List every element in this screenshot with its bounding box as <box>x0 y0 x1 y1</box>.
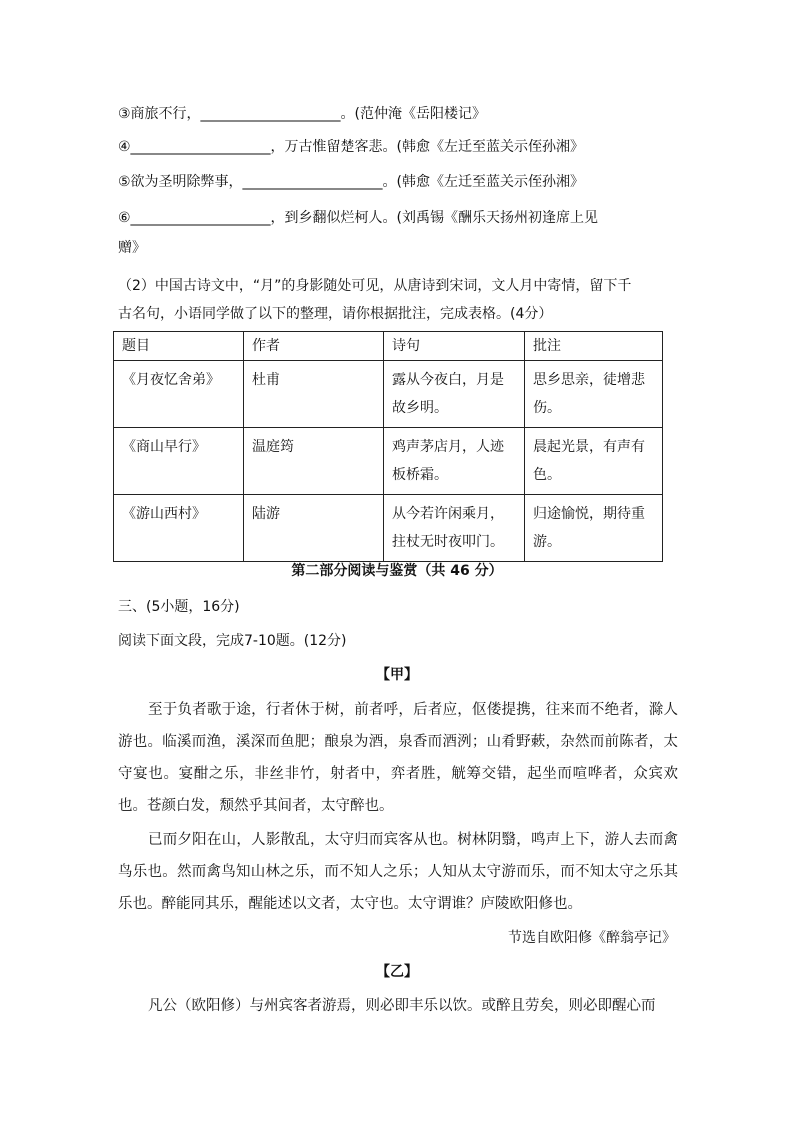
header-verse: 诗句 <box>384 332 525 361</box>
cell-title: 《游山西村》 <box>114 495 244 562</box>
table-header-row <box>114 332 663 361</box>
reading-instruction: 阅读下面文段，完成7-10题。(12分) <box>118 633 347 649</box>
cell-verse: 露从今夜白，月是故乡明。 <box>384 361 525 428</box>
cell-author: 陆游 <box>244 495 384 562</box>
fill-line-6-wrap: 赠》 <box>118 240 146 256</box>
question-2-line-2: 古名句，小语同学做了以下的整理，请你根据批注，完成表格。(4分） <box>118 306 553 322</box>
table-row <box>114 495 663 562</box>
cell-title: 《商山早行》 <box>114 428 244 495</box>
passage-source: 节选自欧阳修《醉翁亭记》 <box>508 930 676 946</box>
passage-yi-paragraph-1: 凡公（欧阳修）与州宾客者游焉，则必即丰乐以饮。或醉且劳矣，则必即醒心而 <box>148 998 656 1014</box>
cell-verse: 从今若许闲乘月，拄杖无时夜叩门。 <box>384 495 525 562</box>
cell-author: 杜甫 <box>244 361 384 428</box>
cell-verse: 鸡声茅店月，人迹板桥霜。 <box>384 428 525 495</box>
passage-jia-paragraph-1: 至于负者歌于途，行者休于树，前者呼，后者应，伛偻提携，往来而不绝者，滁人游也。临溪而渔，溪深而鱼肥；酿泉为酒，泉香而酒洌；山肴野蔌，杂然而前陈者，太守宴也。宴酣之乐，非丝非竹，射者中，弈者胜，觥筹交错，起坐而喧哗者，众宾欢也。苍颜白发，颓然乎其间者，太守醉也。 <box>118 702 678 814</box>
fill-line-6: ⑥____________________，到乡翻似烂柯人。(刘禹锡《酬乐天扬州初逢席上见 <box>118 210 599 226</box>
cell-note: 归途愉悦，期待重游。 <box>525 495 663 562</box>
fill-line-5: ⑤欲为圣明除弊事，____________________。(韩愈《左迁至蓝关示侄孙湘》 <box>118 174 585 190</box>
fill-line-3: ③商旅不行，____________________。(范仲淹《岳阳楼记》 <box>118 106 487 122</box>
cell-note: 晨起光景，有声有色。 <box>525 428 663 495</box>
header-author: 作者 <box>244 332 384 361</box>
cell-author: 温庭筠 <box>244 428 384 495</box>
cell-note: 思乡思亲，徒增悲伤。 <box>525 361 663 428</box>
passage-jia-label: 【甲】 <box>376 667 418 683</box>
table-row <box>114 361 663 428</box>
question-2-line-1: （2）中国古诗文中，“月”的身影随处可见，从唐诗到宋词，文人月中寄情，留下千 <box>118 278 632 294</box>
poem-table <box>113 331 663 562</box>
part-2-title: 第二部分阅读与鉴赏（共 46 分） <box>291 563 503 579</box>
header-title: 题目 <box>114 332 244 361</box>
passage-yi-label: 【乙】 <box>376 964 418 980</box>
header-note: 批注 <box>525 332 663 361</box>
table-row <box>114 428 663 495</box>
fill-line-4: ④____________________，万古惟留楚客悲。(韩愈《左迁至蓝关示侄孙湘》 <box>118 139 585 155</box>
passage-jia-paragraph-2: 已而夕阳在山，人影散乱，太守归而宾客从也。树林阴翳，鸣声上下，游人去而禽鸟乐也。然而禽鸟知山林之乐，而不知人之乐；人知从太守游而乐，而不知太守之乐其乐也。醉能同其乐，醒能述以文者，太守也。太守谓谁？庐陵欧阳修也。 <box>118 832 678 912</box>
cell-title: 《月夜忆舍弟》 <box>114 361 244 428</box>
section-3-heading: 三、(5小题，16分) <box>118 599 240 615</box>
